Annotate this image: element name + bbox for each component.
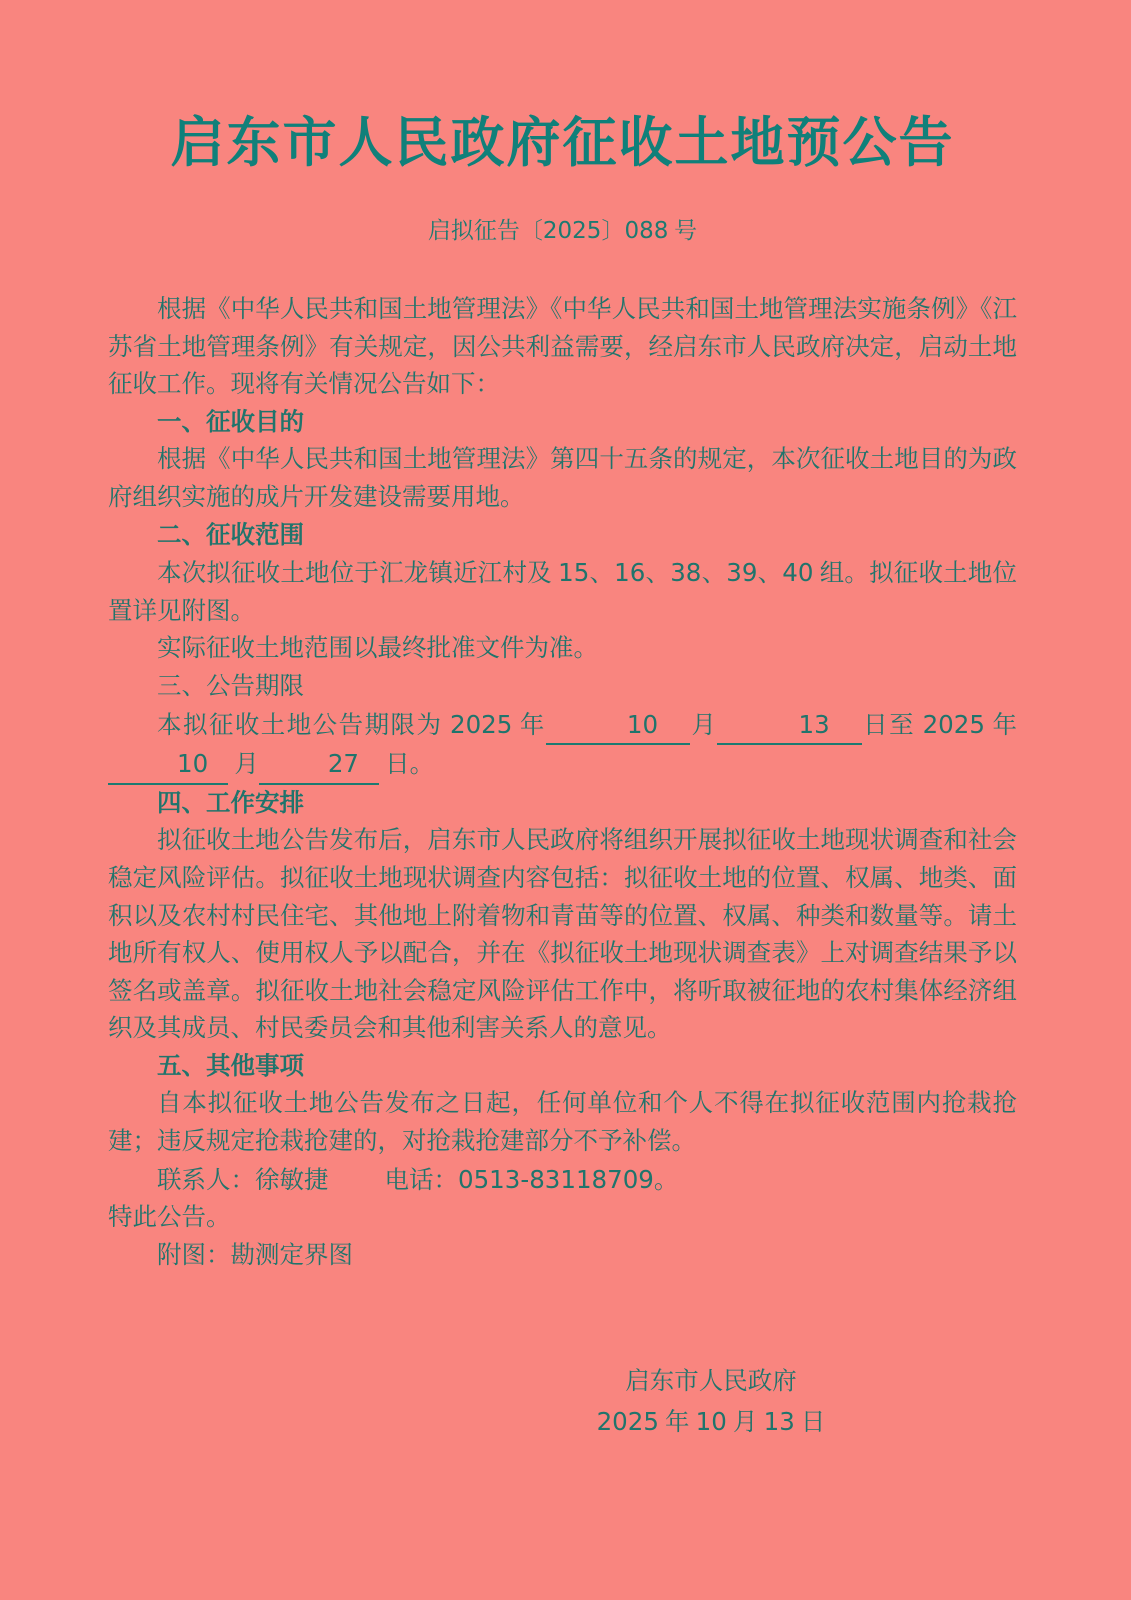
closing-line: 特此公告。 [108,1204,231,1232]
doc-number-prefix: 启拟征告〔 [427,218,543,243]
period-end-day-blank: 27 [259,745,379,785]
page-title: 启东市人民政府征收土地预公告 [170,113,955,173]
issue-date-day: 13 [763,1407,795,1437]
section4-heading: 四、工作安排 [157,789,304,817]
issuer-name: 启东市人民政府 [625,1368,797,1396]
period-end-month-label: 月 [228,751,259,779]
section5-paragraph: 自本拟征收土地公告发布之日起，任何单位和个人不得在拟征收范围内抢栽抢建；违反规定抢栽抢建的，对抢栽抢建部分不予补偿。 [108,1090,1017,1156]
section2-paragraph-2: 实际征收土地范围以最终批准文件为准。 [157,635,598,663]
contact-person: 联系人：徐敏捷 [157,1166,329,1194]
section2-line1-pre: 本次拟征收土地位于汇龙镇近江村及 [157,560,559,588]
section4-paragraph: 拟征收土地公告发布后，启东市人民政府将组织开展拟征收土地现状调查和社会稳定风险评估。拟征收土地现状调查内容包括：拟征收土地的位置、权属、地类、面积以及农村村民住宅、其他地上附着物和青苗等的位置、权属、种类和数量等。请土地所有权人、使用权人予以配合，并在《拟征收土地现状调查表》上对调查结果予以签名或盖章。拟征收土地社会稳定风险评估工作中，将听取被征地的农村集体经济组织及其成员、村民委员会和其他利害关系人的意见。 [108,827,1017,1043]
section2-group-numbers: 15、16、38、39、40 [558,558,814,588]
section3-period-line [108,706,1017,785]
section2-paragraph-1 [108,554,1017,630]
section1-heading: 一、征收目的 [157,408,304,436]
section2-line1-post: 组。拟征收土地位置详见附图。 [108,560,1017,625]
period-mid-label: 日至 [861,711,923,739]
intro-paragraph: 根据《中华人民共和国土地管理法》《中华人民共和国土地管理法实施条例》《江苏省土地管理条例》有关规定，因公共利益需要，经启东市人民政府决定，启动土地征收工作。现将有关情况公告如下： [108,296,1017,399]
period-end-label: 日。 [379,751,435,779]
issue-date-month: 10 [695,1407,727,1437]
attachment-line: 附图：勘测定界图 [157,1241,353,1269]
document-body [108,291,1017,1274]
contact-line [108,1161,1017,1200]
section1-paragraph: 根据《中华人民共和国土地管理法》第四十五条的规定，本次征收土地目的为政府组织实施的成片开发建设需要用地。 [108,446,1017,511]
period-start-month-label: 月 [690,711,718,739]
issue-date-year-label: 年 [658,1409,696,1437]
contact-phone-number: 0513-83118709 [458,1164,654,1194]
section5-heading: 五、其他事项 [157,1052,304,1080]
issue-date-month-label: 月 [726,1409,764,1437]
issue-date-day-label: 日 [794,1409,826,1437]
doc-number-bracket: 〕 [601,218,625,243]
doc-number-year: 2025 [542,218,602,244]
contact-line-period: 。 [653,1166,679,1194]
contact-phone-label: 电话： [384,1166,458,1194]
period-end-month-blank: 10 [108,745,228,785]
section2-heading: 二、征收范围 [157,521,304,549]
issue-date-year: 2025 [596,1407,659,1437]
period-end-year: 2025 [922,709,985,739]
issue-date [541,1402,881,1443]
period-start-month-blank: 10 [546,706,690,746]
period-start-day-blank: 13 [717,706,861,746]
period-pre-text: 本拟征收土地公告期限为 [157,711,450,739]
doc-number-serial: 088 [624,218,669,244]
signature-block [541,1362,881,1443]
section3-heading: 三、公告期限 [157,672,304,700]
doc-number-suffix: 号 [668,218,698,243]
period-start-year-label: 年 [512,711,546,739]
period-end-year-label: 年 [984,711,1018,739]
period-start-year: 2025 [450,709,513,739]
document-number [108,212,1017,245]
